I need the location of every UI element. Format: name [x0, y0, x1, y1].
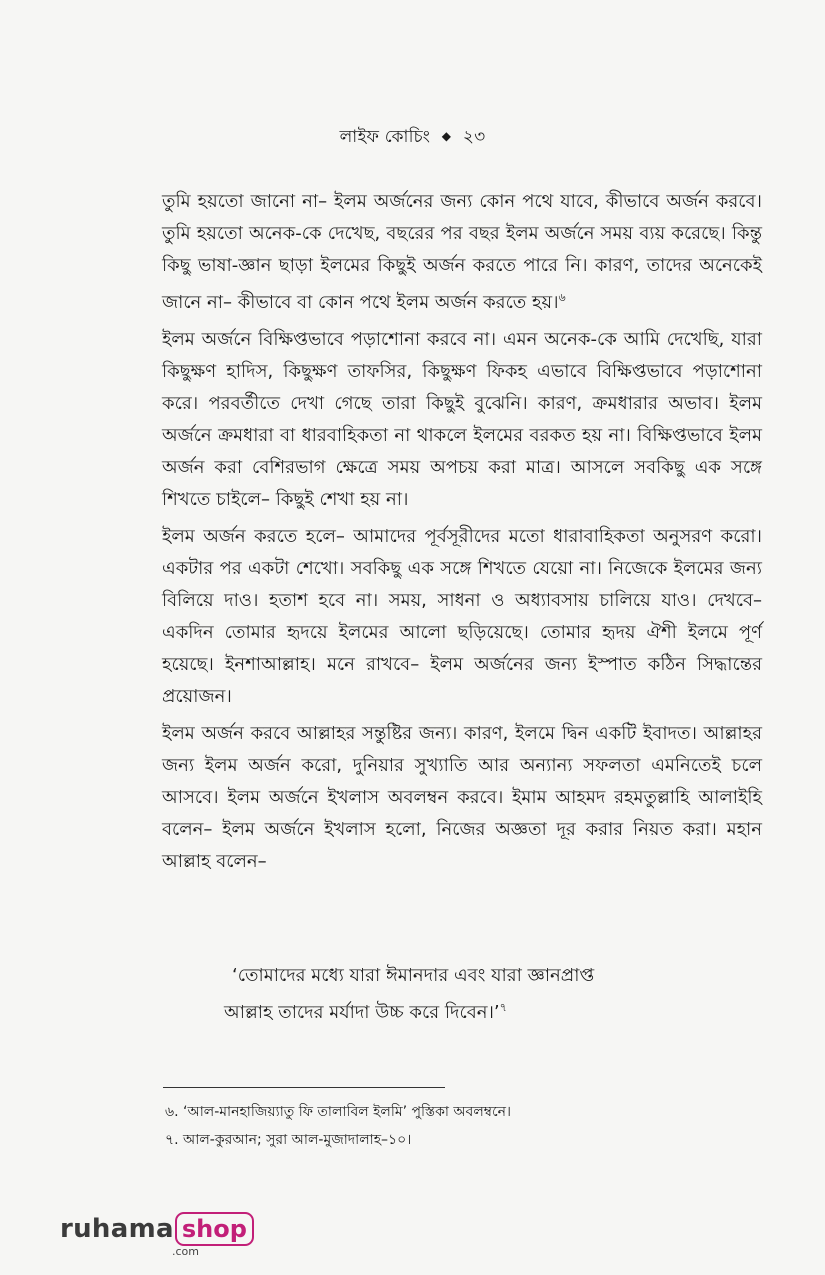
header-title: লাইফ কোচিং	[339, 127, 431, 147]
logo-brand: ruhama	[60, 1214, 174, 1244]
footnote: ৭. আল-কুরআন; সুরা আল-মুজাদালাহ–১০।	[165, 1132, 412, 1148]
quote-line: আল্লাহ তাদের মর্যাদা উচ্চ করে দিবেন।’$^৭$	[224, 1001, 507, 1023]
paragraph: ইলম অর্জনে বিক্ষিপ্তভাবে পড়াশোনা করবে না। এমন অনেক-কে আমি দেখেছি, যারা কিছুক্ষণ হাদিস, কিছুক্ষণ তাফসির, কিছুক্ষণ ফিকহ এভাবে বিক্ষিপ্তভাবে পড়াশোনা করে। পরবর্তীতে দেখা গেছে তারা কিছুই বুঝেনি। কারণ, ক্রমধারার অভাব। ইলম অর্জনে ক্রমধারা বা ধারবাহিকতা না থাকলে ইলমের বরকত হয় না। বিক্ষিপ্তভাবে ইলম অর্জন করা বেশিরভাগ ক্ষেত্রে সময় অপচয় করা মাত্র। আসলে সবকিছু এক সঙ্গে শিখতে চাইলে– কিছুই শেখা হয় না।	[162, 329, 762, 510]
logo-domain: .com	[172, 1245, 199, 1258]
paragraph: তুমি হয়তো জানো না– ইলম অর্জনের জন্য কোন পথে যাবে, কীভাবে অর্জন করবে। তুমি হয়তো অনেক-কে দেখেছ, বছরের পর বছর ইলম অর্জনে সময় ব্যয় করেছে। কিন্তু কিছু ভাষা-জ্ঞান ছাড়া ইলমের কিছুই অর্জন করতে পারে নি। কারণ, তাদের অনেকেই জানে না– কীভাবে বা কোন পথে ইলম অর্জন করতে হয়।$^৬$	[162, 191, 762, 313]
page-number: ২৩	[462, 127, 486, 147]
quran-quote	[224, 960, 762, 1029]
running-header	[0, 124, 825, 152]
footnote-ref: ৬	[558, 291, 566, 304]
paragraph: ইলম অর্জন করতে হলে– আমাদের পূর্বসূরীদের মতো ধারাবাহিকতা অনুসরণ করো। একটার পর একটা শেখো। সবকিছু এক সঙ্গে শিখতে যেয়ো না। নিজেকে ইলমের জন্য বিলিয়ে দাও। হতাশ হবে না। সময়, সাধনা ও অধ্যাবসায় চালিয়ে যাও। দেখবে– একদিন তোমার হৃদয়ে ইলমের আলো ছড়িয়েছে। তোমার হৃদয় ঐশী ইলমে পূর্ণ হয়েছে। ইনশাআল্লাহ। মনে রাখবে– ইলম অর্জনের জন্য ইস্পাত কঠিন সিদ্ধান্তের প্রয়োজন।	[162, 526, 762, 707]
diamond-icon: ◆	[441, 129, 452, 143]
body-text	[162, 186, 762, 883]
footnote-ref: ৭	[499, 1001, 507, 1014]
paragraph: ইলম অর্জন করবে আল্লাহর সন্তুষ্টির জন্য। কারণ, ইলমে দ্বিন একটি ইবাদত। আল্লাহর জন্য ইলম অর্জন করো, দুনিয়ার সুখ্যাতি আর অন্যান্য সফলতা এমনিতেই চলে আসবে। ইলম অর্জনে ইখলাস অবলম্বন করবে। ইমাম আহমদ রহমতুল্লাহি আলাইহি বলেন– ইলম অর্জনে ইখলাস হলো, নিজের অজ্ঞতা দূর করার নিয়ত করা। মহান আল্লাহ বলেন–	[162, 723, 762, 872]
watermark-logo	[60, 1212, 254, 1258]
quote-line: ‘তোমাদের মধ্যে যারা ঈমানদার এবং যারা জ্ঞানপ্রাপ্ত	[232, 965, 595, 986]
logo-shop-badge: shop	[175, 1212, 254, 1246]
footnotes	[165, 1098, 765, 1154]
footnote-divider	[163, 1087, 445, 1088]
footnote: ৬. ‘আল-মানহাজিয়্যাতু ফি তালাবিল ইলমি’ পুস্তিকা অবলম্বনে।	[165, 1104, 512, 1120]
